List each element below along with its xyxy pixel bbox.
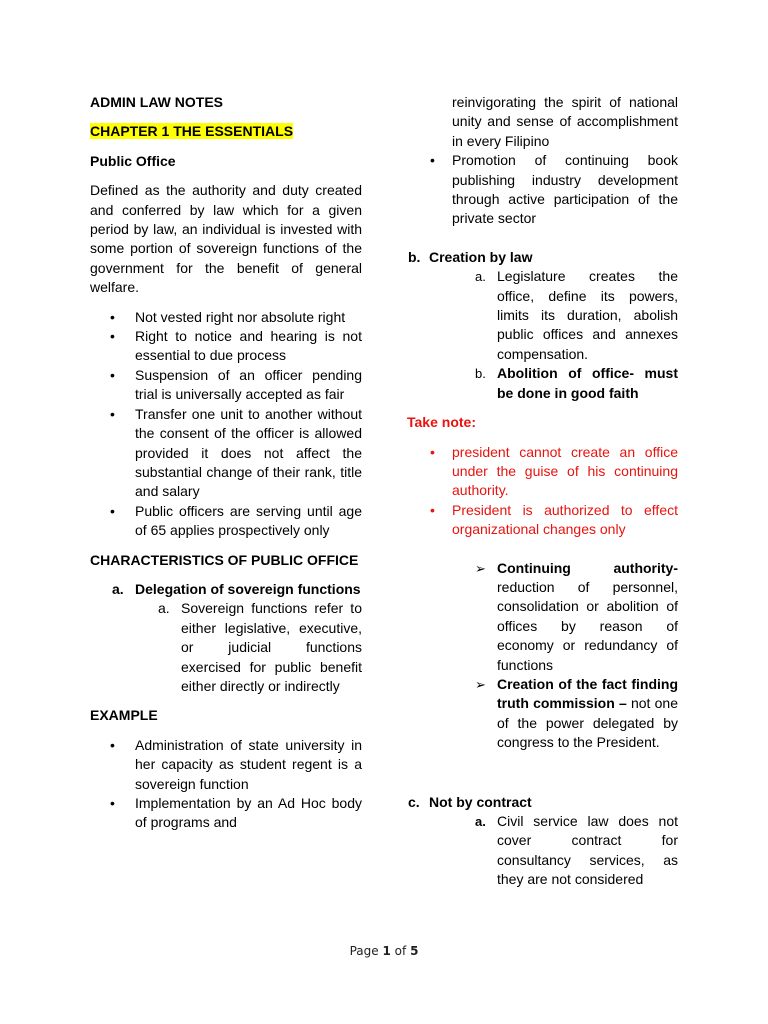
example-title: EXAMPLE: [90, 707, 158, 724]
arrow-bullet-icon: ➢: [475, 560, 486, 576]
list-item: • Not vested right nor absolute right: [90, 308, 362, 327]
continued-text: reinvigorating the spirit of national unity and sense of accomplishment in every Filipino: [452, 94, 678, 149]
page-word: Page: [349, 944, 379, 958]
public-office-bullets: [90, 308, 362, 541]
list-marker: a.: [158, 600, 170, 617]
bullet-icon: •: [110, 308, 115, 325]
page-footer: [0, 944, 768, 958]
list-item: • Implementation by an Ad Hoc body of programs and: [110, 795, 362, 831]
delegation-subitem: a. Sovereign functions refer to either legislative, executive, or judicial functions exercised for public benefit either directly or indirectly: [158, 600, 362, 694]
list-marker: a.: [475, 269, 486, 285]
total-pages-number: 5: [410, 944, 419, 958]
list-item: • Administration of state university in her capacity as student regent is a sovereign function: [110, 736, 362, 792]
bullet-icon: •: [110, 795, 115, 811]
list-marker: b.: [475, 366, 486, 382]
list-item: • President is authorized to effect organizational changes only: [430, 501, 678, 538]
continuing-authority-item: ➢ Continuing authority- reduction of personnel, consolidation or abolition of offices by reason of economy or redundancy of functions: [475, 559, 678, 673]
bullet-icon: •: [110, 405, 115, 422]
contract-subitem: a. Civil service law does not cover contract for consultancy services, as they are not considered: [475, 813, 678, 888]
list-marker: b.: [408, 248, 421, 265]
characteristics-title: CHARACTERISTICS OF PUBLIC OFFICE: [90, 551, 359, 568]
list-item: • president cannot create an office under the guise of his continuing authority.: [430, 443, 678, 499]
list-marker: a.: [112, 580, 124, 597]
truth-commission-item: ➢ Creation of the fact finding truth commission – not one of the power delegated by congress to the President.: [475, 675, 678, 751]
bullet-icon: •: [110, 328, 115, 345]
bullet-icon: •: [110, 366, 115, 383]
arrow-bullet-icon: ➢: [475, 676, 486, 692]
list-item: • Promotion of continuing book publishing industry development through active participation of the private sector: [430, 152, 678, 227]
of-word: of: [394, 944, 407, 958]
list-item: • Right to notice and hearing is not essential to due process: [110, 328, 362, 364]
delegation-heading: a. Delegation of sovereign functions: [90, 580, 362, 599]
bullet-icon: •: [430, 443, 435, 460]
list-item: • Suspension of an officer pending trial is universally accepted as fair: [110, 366, 362, 403]
list-marker: c.: [408, 793, 420, 810]
bullet-icon: •: [430, 152, 435, 169]
list-item: • Public officers are serving until age of 65 applies prospectively only: [110, 502, 362, 539]
contract-heading: c. Not by contract: [407, 793, 678, 812]
bullet-icon: •: [110, 736, 115, 753]
example-bullets: [90, 736, 362, 833]
public-office-title: Public Office: [90, 152, 176, 169]
bullet-icon: •: [430, 501, 435, 518]
creation-subitem: b. Abolition of office- must be done in good faith: [475, 365, 678, 401]
public-office-definition: Defined as the authority and duty created and conferred by law which for a given period by law, an individual is invested with some portion of sovereign functions of the government for the benefit of general welfare.: [90, 182, 362, 296]
list-marker: a.: [475, 814, 486, 829]
list-item: • Transfer one unit to another without the consent of the officer is allowed provided it does not affect the substantial change of their rank, title and salary: [110, 405, 362, 500]
chapter-title: CHAPTER 1 THE ESSENTIALS: [90, 123, 294, 140]
take-note-bullets: [407, 443, 678, 540]
creation-subitem: a. Legislature creates the office, define its powers, limits its duration, abolish public offices and annexes compensation.: [475, 268, 678, 362]
creation-heading: b. Creation by law: [407, 248, 678, 267]
current-page-number: 1: [382, 944, 391, 958]
document-heading: ADMIN LAW NOTES: [90, 94, 223, 110]
bullet-icon: •: [110, 502, 115, 519]
take-note-title: Take note:: [407, 414, 476, 431]
left-column: [90, 92, 362, 833]
right-column: [407, 92, 678, 890]
